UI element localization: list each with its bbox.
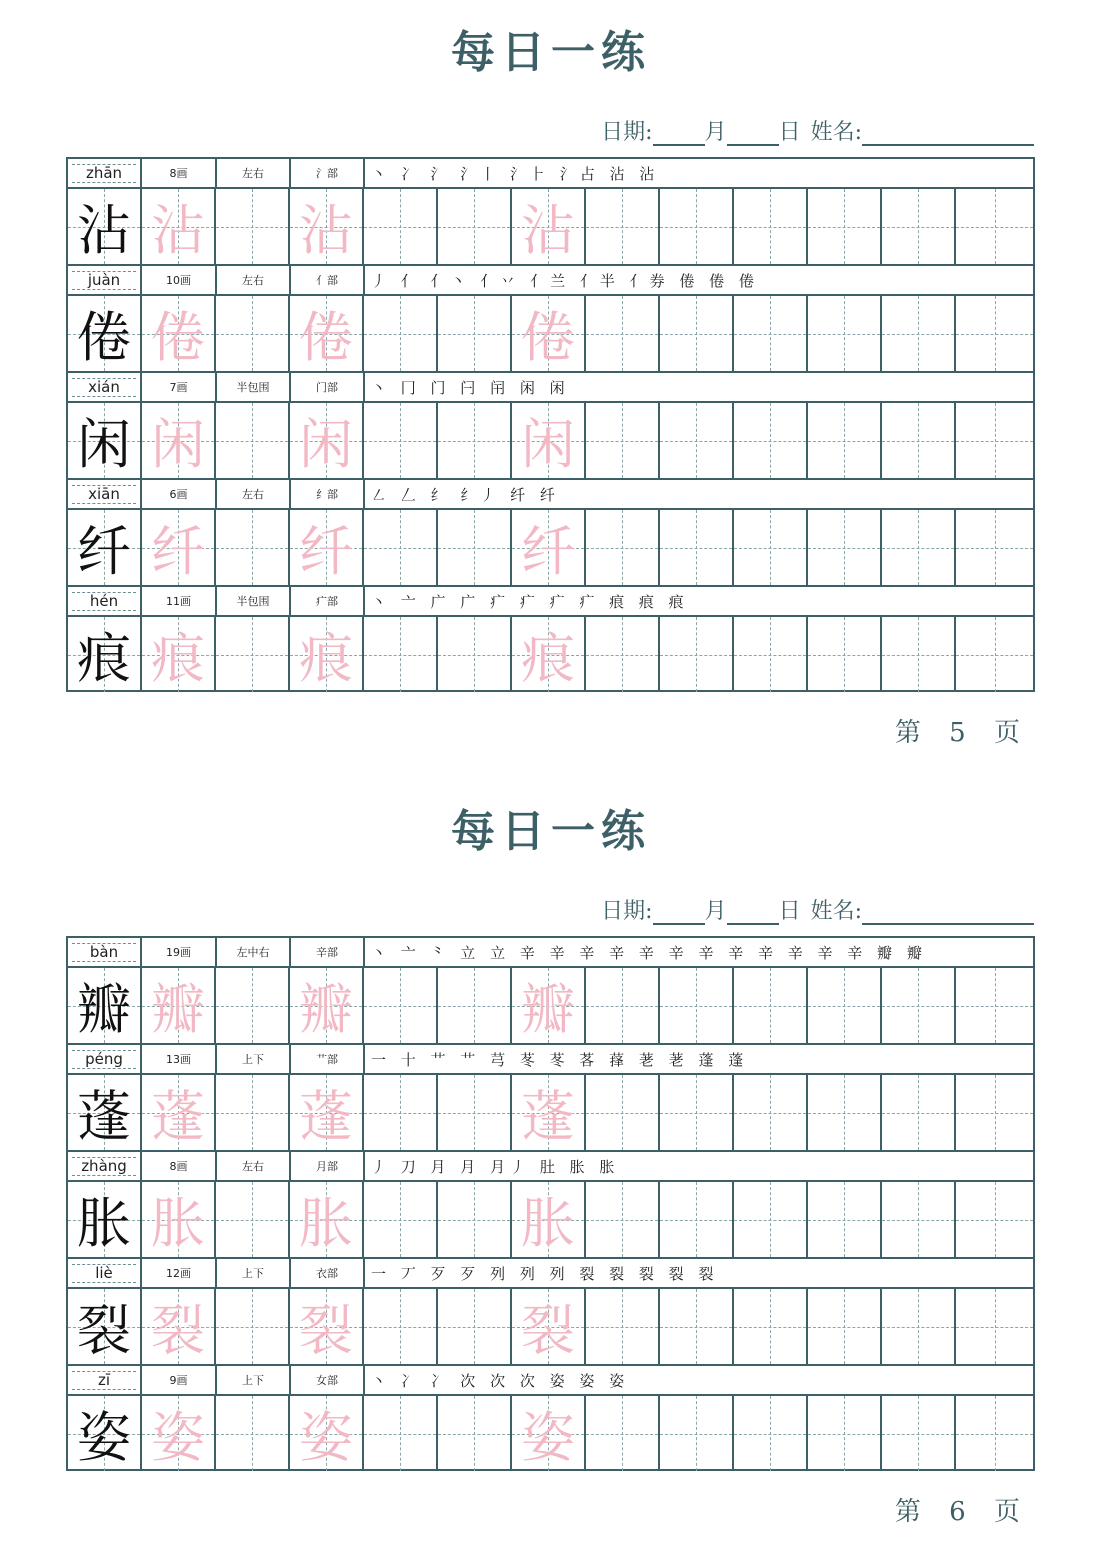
writing-box[interactable]	[882, 1396, 956, 1471]
writing-box[interactable]	[882, 617, 956, 692]
trace-character: 姿	[151, 1406, 205, 1469]
stroke-count: 10画	[142, 266, 217, 294]
writing-box[interactable]	[512, 968, 586, 1043]
writing-box[interactable]	[364, 510, 438, 585]
writing-box[interactable]	[586, 296, 660, 371]
stroke-count: 6画	[142, 480, 217, 508]
writing-box[interactable]	[956, 968, 1033, 1043]
page-number: 第 5 页	[894, 718, 1030, 748]
name-blank[interactable]	[862, 901, 1034, 925]
day-label: 日	[778, 899, 801, 924]
writing-box[interactable]	[290, 189, 364, 264]
pinyin-cell	[68, 1259, 142, 1287]
writing-box[interactable]	[364, 296, 438, 371]
page-title: 每日一练	[451, 27, 651, 78]
writing-box[interactable]	[364, 617, 438, 692]
writing-box[interactable]	[512, 1396, 586, 1471]
character-row	[68, 587, 1033, 694]
structure-type: 上下	[217, 1259, 291, 1287]
stroke-order: 丶 冂 门 闩 闬 闲 闲	[371, 378, 570, 397]
date-label: 日期:	[601, 899, 653, 924]
writing-box[interactable]	[216, 510, 290, 585]
radical: 女部	[291, 1366, 365, 1394]
radical: 氵部	[291, 159, 365, 187]
writing-grid	[68, 1289, 1033, 1364]
writing-box[interactable]	[438, 1396, 512, 1471]
day-label: 日	[778, 120, 801, 145]
trace-character: 倦	[151, 306, 205, 369]
page-number: 第 6 页	[894, 1497, 1030, 1527]
stroke-count: 12画	[142, 1259, 217, 1287]
writing-box[interactable]	[512, 1075, 586, 1150]
trace-character: 胀	[151, 1192, 205, 1255]
trace-character: 沾	[521, 199, 575, 262]
character-info-strip	[68, 371, 1033, 403]
character-row	[68, 1259, 1033, 1366]
model-character: 瓣	[77, 978, 131, 1041]
character-info-strip	[68, 1150, 1033, 1182]
writing-box[interactable]	[734, 1289, 808, 1364]
pinyin-cell	[68, 938, 142, 966]
writing-box[interactable]	[216, 617, 290, 692]
name-blank[interactable]	[862, 122, 1034, 146]
writing-box[interactable]	[68, 968, 142, 1043]
character-info-strip	[68, 478, 1033, 510]
structure-type: 上下	[217, 1366, 291, 1394]
writing-box[interactable]	[660, 1396, 734, 1471]
writing-box[interactable]	[882, 296, 956, 371]
writing-box[interactable]	[142, 403, 216, 478]
stroke-order: ㇜ 𠃋 纟 纟丿 纤 纤	[371, 485, 560, 504]
writing-box[interactable]	[438, 1182, 512, 1257]
writing-box[interactable]	[808, 296, 882, 371]
writing-box[interactable]	[290, 1396, 364, 1471]
writing-box[interactable]	[956, 1075, 1033, 1150]
model-character: 沾	[77, 199, 131, 262]
writing-box[interactable]	[956, 1396, 1033, 1471]
writing-box[interactable]	[68, 296, 142, 371]
writing-grid	[68, 189, 1033, 264]
writing-box[interactable]	[882, 1075, 956, 1150]
writing-box[interactable]	[734, 1075, 808, 1150]
character-info-strip	[68, 938, 1033, 968]
trace-character: 闲	[299, 413, 353, 476]
pinyin-cell	[68, 159, 142, 187]
writing-box[interactable]	[882, 1289, 956, 1364]
structure-type: 左右	[217, 159, 291, 187]
stroke-count: 9画	[142, 1366, 217, 1394]
trace-character: 裂	[521, 1299, 575, 1362]
structure-type: 半包围	[217, 587, 291, 615]
writing-box[interactable]	[512, 1289, 586, 1364]
writing-box[interactable]	[68, 1396, 142, 1471]
date-label: 日期:	[601, 120, 653, 145]
stroke-order: 一 十 艹 艹 芎 苳 苳 茖 萚 荖 荖 蓬 蓬	[371, 1050, 749, 1069]
writing-box[interactable]	[216, 1289, 290, 1364]
model-character: 姿	[77, 1406, 131, 1469]
stroke-count: 11画	[142, 587, 217, 615]
character-info-strip	[68, 159, 1033, 189]
trace-character: 裂	[151, 1299, 205, 1362]
writing-box[interactable]	[142, 1075, 216, 1150]
writing-box[interactable]	[68, 1182, 142, 1257]
writing-box[interactable]	[882, 189, 956, 264]
writing-box[interactable]	[660, 189, 734, 264]
structure-type: 左右	[217, 266, 291, 294]
trace-character: 闲	[521, 413, 575, 476]
writing-box[interactable]	[290, 968, 364, 1043]
date-name-line	[601, 116, 1034, 146]
radical: 亻部	[291, 266, 365, 294]
writing-box[interactable]	[290, 1182, 364, 1257]
pinyin: péng	[72, 1050, 136, 1069]
writing-grid	[68, 1396, 1033, 1471]
trace-character: 姿	[521, 1406, 575, 1469]
writing-box[interactable]	[364, 1396, 438, 1471]
writing-box[interactable]	[512, 510, 586, 585]
writing-box[interactable]	[438, 510, 512, 585]
pinyin: bàn	[72, 943, 136, 962]
character-row	[68, 1152, 1033, 1259]
writing-box[interactable]	[660, 1182, 734, 1257]
structure-type: 左右	[217, 480, 291, 508]
writing-box[interactable]	[734, 1396, 808, 1471]
writing-box[interactable]	[290, 1075, 364, 1150]
writing-box[interactable]	[734, 1182, 808, 1257]
trace-character: 纤	[151, 520, 205, 583]
structure-type: 半包围	[217, 373, 291, 401]
writing-box[interactable]	[660, 296, 734, 371]
trace-character: 沾	[151, 199, 205, 262]
character-row	[68, 480, 1033, 587]
trace-character: 瓣	[521, 978, 575, 1041]
writing-box[interactable]	[512, 403, 586, 478]
writing-box[interactable]	[216, 189, 290, 264]
writing-grid	[68, 1075, 1033, 1150]
writing-box[interactable]	[808, 510, 882, 585]
name-label: 姓名:	[810, 899, 862, 924]
radical: 辛部	[291, 938, 365, 966]
trace-character: 纤	[299, 520, 353, 583]
writing-box[interactable]	[290, 296, 364, 371]
pinyin-cell	[68, 373, 142, 401]
writing-box[interactable]	[808, 1075, 882, 1150]
model-character: 闲	[77, 413, 131, 476]
writing-box[interactable]	[586, 1289, 660, 1364]
pinyin: liè	[72, 1264, 136, 1283]
writing-box[interactable]	[216, 1075, 290, 1150]
pinyin-cell	[68, 1152, 142, 1180]
writing-box[interactable]	[734, 296, 808, 371]
stroke-order: 丶 冫 冫 次 次 次 姿 姿 姿	[371, 1371, 630, 1390]
trace-character: 纤	[521, 520, 575, 583]
writing-box[interactable]	[364, 403, 438, 478]
stroke-order: 丶 亠 广 广 疒 疒 疒 疒 痕 痕 痕	[371, 592, 689, 611]
month-label: 月	[704, 120, 727, 145]
radical: 艹部	[291, 1045, 365, 1073]
writing-box[interactable]	[734, 968, 808, 1043]
stroke-count: 13画	[142, 1045, 217, 1073]
stroke-count: 8画	[142, 1152, 217, 1180]
writing-box[interactable]	[586, 1396, 660, 1471]
writing-box[interactable]	[364, 1075, 438, 1150]
writing-box[interactable]	[68, 510, 142, 585]
month-blank[interactable]	[653, 901, 705, 925]
writing-box[interactable]	[364, 1182, 438, 1257]
trace-character: 倦	[299, 306, 353, 369]
writing-box[interactable]	[512, 296, 586, 371]
day-blank[interactable]	[727, 122, 779, 146]
writing-box[interactable]	[364, 189, 438, 264]
writing-box[interactable]	[142, 617, 216, 692]
character-info-strip	[68, 1257, 1033, 1289]
writing-box[interactable]	[142, 968, 216, 1043]
character-info-strip	[68, 264, 1033, 296]
character-info-strip	[68, 1043, 1033, 1075]
writing-grid	[68, 968, 1033, 1043]
trace-character: 痕	[299, 627, 353, 690]
writing-box[interactable]	[438, 189, 512, 264]
stroke-order: 丿 亻 亻丶 亻丷 亻兰 亻半 亻券 倦 倦 倦	[371, 271, 759, 290]
trace-character: 胀	[299, 1192, 353, 1255]
writing-box[interactable]	[512, 189, 586, 264]
trace-character: 裂	[299, 1299, 353, 1362]
stroke-order: 一 丆 歹 歹 列 列 列 裂 裂 裂 裂 裂	[371, 1264, 719, 1283]
writing-box[interactable]	[586, 189, 660, 264]
trace-character: 蓬	[299, 1085, 353, 1148]
writing-box[interactable]	[808, 617, 882, 692]
stroke-order: 丿 刀 月 月 月丿 肚 胀 胀	[371, 1157, 620, 1176]
radical: 纟部	[291, 480, 365, 508]
writing-box[interactable]	[438, 1075, 512, 1150]
pinyin: xián	[72, 378, 136, 397]
trace-character: 姿	[299, 1406, 353, 1469]
writing-box[interactable]	[68, 189, 142, 264]
trace-character: 痕	[151, 627, 205, 690]
pinyin: zī	[72, 1371, 136, 1390]
stroke-order: 丶 亠 ⺀ 立 立 辛 辛 辛 辛 辛 辛 辛 辛 辛 辛 辛 辛 瓣 瓣	[371, 943, 927, 962]
writing-box[interactable]	[734, 510, 808, 585]
writing-box[interactable]	[364, 968, 438, 1043]
writing-box[interactable]	[438, 403, 512, 478]
writing-box[interactable]	[660, 510, 734, 585]
pinyin-cell	[68, 1366, 142, 1394]
writing-box[interactable]	[438, 617, 512, 692]
writing-box[interactable]	[68, 617, 142, 692]
writing-box[interactable]	[142, 1289, 216, 1364]
writing-box[interactable]	[956, 510, 1033, 585]
month-label: 月	[704, 899, 727, 924]
name-label: 姓名:	[810, 120, 862, 145]
character-row	[68, 1366, 1033, 1473]
character-row	[68, 938, 1033, 1045]
writing-box[interactable]	[734, 403, 808, 478]
writing-box[interactable]	[808, 1396, 882, 1471]
writing-grid	[68, 617, 1033, 692]
pinyin-cell	[68, 1045, 142, 1073]
writing-grid	[68, 296, 1033, 371]
writing-grid	[68, 403, 1033, 478]
writing-box[interactable]	[956, 1289, 1033, 1364]
trace-character: 闲	[151, 413, 205, 476]
writing-box[interactable]	[956, 403, 1033, 478]
model-character: 纤	[77, 520, 131, 583]
trace-character: 倦	[521, 306, 575, 369]
practice-table	[66, 157, 1035, 692]
writing-box[interactable]	[216, 296, 290, 371]
worksheet-page	[0, 779, 1102, 1558]
worksheet-page	[0, 0, 1102, 779]
writing-box[interactable]	[586, 510, 660, 585]
trace-character: 胀	[521, 1192, 575, 1255]
radical: 月部	[291, 1152, 365, 1180]
date-name-line	[601, 895, 1034, 925]
writing-box[interactable]	[660, 968, 734, 1043]
writing-box[interactable]	[216, 403, 290, 478]
writing-box[interactable]	[68, 403, 142, 478]
writing-box[interactable]	[882, 968, 956, 1043]
writing-box[interactable]	[660, 403, 734, 478]
writing-box[interactable]	[956, 617, 1033, 692]
writing-box[interactable]	[882, 403, 956, 478]
writing-box[interactable]	[808, 189, 882, 264]
writing-box[interactable]	[438, 296, 512, 371]
writing-box[interactable]	[290, 1289, 364, 1364]
writing-box[interactable]	[290, 617, 364, 692]
writing-box[interactable]	[216, 968, 290, 1043]
structure-type: 上下	[217, 1045, 291, 1073]
pinyin: zhàng	[72, 1157, 136, 1176]
structure-type: 左中右	[217, 938, 291, 966]
writing-box[interactable]	[586, 968, 660, 1043]
writing-box[interactable]	[734, 617, 808, 692]
writing-box[interactable]	[808, 968, 882, 1043]
stroke-count: 19画	[142, 938, 217, 966]
radical: 疒部	[291, 587, 365, 615]
trace-character: 瓣	[299, 978, 353, 1041]
writing-box[interactable]	[586, 403, 660, 478]
writing-box[interactable]	[290, 510, 364, 585]
month-blank[interactable]	[653, 122, 705, 146]
writing-grid	[68, 510, 1033, 585]
radical: 衣部	[291, 1259, 365, 1287]
trace-character: 痕	[521, 627, 575, 690]
page-title: 每日一练	[451, 806, 651, 857]
character-info-strip	[68, 1364, 1033, 1396]
practice-table	[66, 936, 1035, 1471]
stroke-order: 丶 冫 氵 氵丨 氵⺊ 氵占 沾 沾	[371, 164, 660, 183]
character-row	[68, 373, 1033, 480]
writing-box[interactable]	[586, 1075, 660, 1150]
writing-box[interactable]	[142, 296, 216, 371]
writing-box[interactable]	[660, 617, 734, 692]
writing-box[interactable]	[216, 1182, 290, 1257]
writing-box[interactable]	[882, 1182, 956, 1257]
writing-box[interactable]	[586, 617, 660, 692]
character-row	[68, 1045, 1033, 1152]
model-character: 蓬	[77, 1085, 131, 1148]
trace-character: 沾	[299, 199, 353, 262]
character-row	[68, 266, 1033, 373]
writing-box[interactable]	[660, 1075, 734, 1150]
writing-box[interactable]	[956, 1182, 1033, 1257]
writing-box[interactable]	[438, 968, 512, 1043]
model-character: 胀	[77, 1192, 131, 1255]
writing-box[interactable]	[956, 296, 1033, 371]
writing-box[interactable]	[142, 1182, 216, 1257]
writing-box[interactable]	[68, 1075, 142, 1150]
pinyin: hén	[72, 592, 136, 611]
stroke-count: 7画	[142, 373, 217, 401]
model-character: 裂	[77, 1299, 131, 1362]
model-character: 痕	[77, 627, 131, 690]
writing-box[interactable]	[660, 1289, 734, 1364]
writing-box[interactable]	[512, 1182, 586, 1257]
radical: 门部	[291, 373, 365, 401]
writing-box[interactable]	[734, 189, 808, 264]
writing-box[interactable]	[882, 510, 956, 585]
writing-box[interactable]	[142, 189, 216, 264]
structure-type: 左右	[217, 1152, 291, 1180]
trace-character: 瓣	[151, 978, 205, 1041]
writing-box[interactable]	[808, 1289, 882, 1364]
writing-box[interactable]	[142, 510, 216, 585]
writing-box[interactable]	[438, 1289, 512, 1364]
pinyin: zhān	[72, 164, 136, 183]
writing-grid	[68, 1182, 1033, 1257]
model-character: 倦	[77, 306, 131, 369]
writing-box[interactable]	[808, 403, 882, 478]
writing-box[interactable]	[68, 1289, 142, 1364]
writing-box[interactable]	[142, 1396, 216, 1471]
character-info-strip	[68, 585, 1033, 617]
writing-box[interactable]	[512, 617, 586, 692]
pinyin-cell	[68, 587, 142, 615]
writing-box[interactable]	[290, 403, 364, 478]
pinyin: xiān	[72, 485, 136, 504]
writing-box[interactable]	[586, 1182, 660, 1257]
pinyin: juàn	[72, 271, 136, 290]
character-row	[68, 159, 1033, 266]
writing-box[interactable]	[364, 1289, 438, 1364]
pinyin-cell	[68, 266, 142, 294]
writing-box[interactable]	[216, 1396, 290, 1471]
trace-character: 蓬	[521, 1085, 575, 1148]
stroke-count: 8画	[142, 159, 217, 187]
pinyin-cell	[68, 480, 142, 508]
trace-character: 蓬	[151, 1085, 205, 1148]
writing-box[interactable]	[956, 189, 1033, 264]
day-blank[interactable]	[727, 901, 779, 925]
writing-box[interactable]	[808, 1182, 882, 1257]
